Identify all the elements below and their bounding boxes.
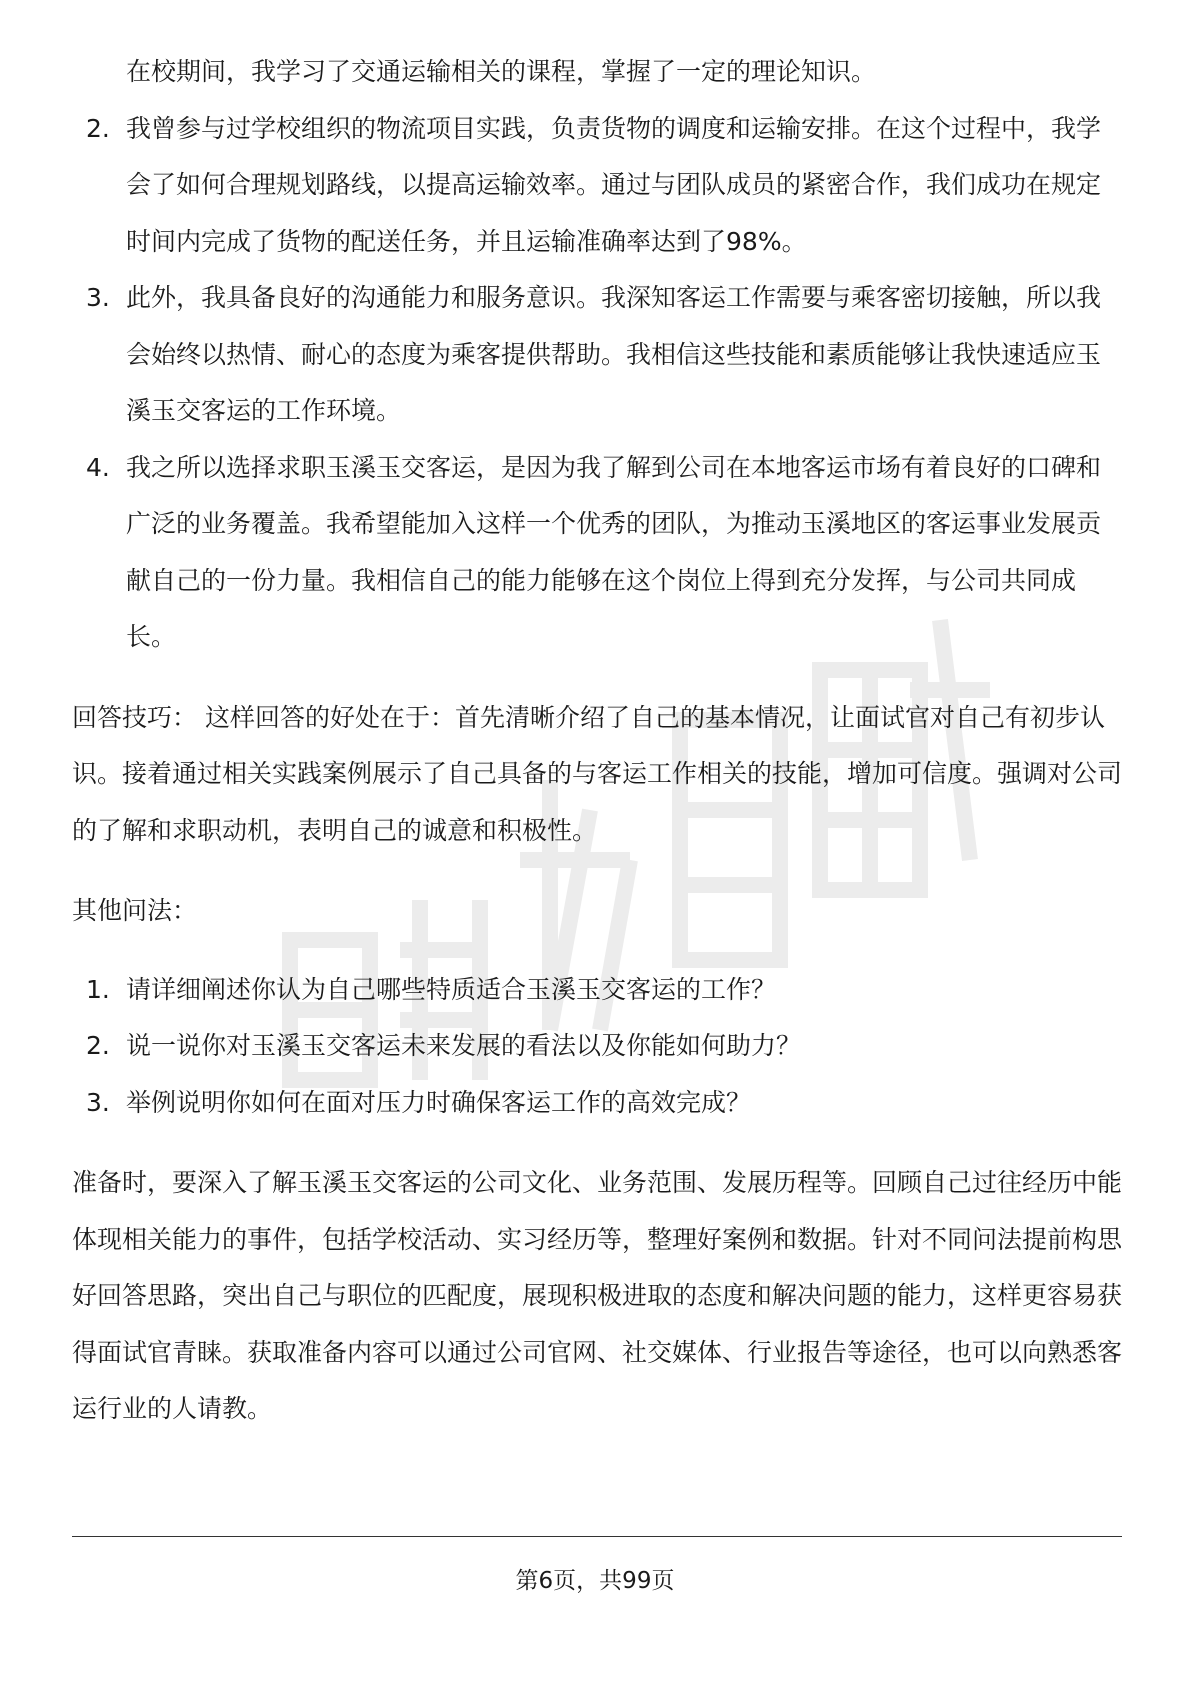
question-text: 说一说你对玉溪玉交客运未来发展的看法以及你能如何助力？ [126, 1031, 802, 1060]
list-item [72, 962, 1122, 1019]
list-number: 2. [86, 1031, 110, 1060]
list-item [72, 270, 1122, 440]
page-number: 第6页，共99页 [515, 1568, 675, 1594]
answer-point-text: 我之所以选择求职玉溪玉交客运，是因为我了解到公司在本地客运市场有着良好的口碑和广泛的业务覆盖。我希望能加入这样一个优秀的团队，为推动玉溪地区的客运事业发展贡献自己的一份力量。我相信自己的能力能够在这个岗位上得到充分发挥，与公司共同成长。 [126, 452, 1102, 651]
answer-point-text: 我曾参与过学校组织的物流项目实践，负责货物的调度和运输安排。在这个过程中，我学会了如何合理规划路线，以提高运输效率。通过与团队成员的紧密合作，我们成功在规定时间内完成了货物的配送任务，并且运输准确率达到了98%。 [126, 113, 1102, 256]
other-questions-list [72, 962, 1122, 1132]
other-questions-heading: 其他问法： [72, 896, 198, 925]
preparation-paragraph: 准备时，要深入了解玉溪玉交客运的公司文化、业务范围、发展历程等。回顾自己过往经历中能体现相关能力的事件，包括学校活动、实习经历等，整理好案例和数据。针对不同问法提前构思好回答思路，突出自己与职位的匹配度，展现积极进取的态度和解决问题的能力，这样更容易获得面试官青睐。获取准备内容可以通过公司官网、社交媒体、行业报告等途径，也可以向熟悉客运行业的人请教。 [72, 1168, 1123, 1423]
answer-point-text: 此外，我具备良好的沟通能力和服务意识。我深知客运工作需要与乘客密切接触，所以我会始终以热情、耐心的态度为乘客提供帮助。我相信这些技能和素质能够让我快速适应玉溪玉交客运的工作环境。 [126, 283, 1102, 425]
list-number: 2. [86, 113, 110, 143]
answer-points-list [72, 101, 1122, 666]
list-item [72, 440, 1122, 666]
answer-tips-paragraph: 回答技巧： 这样回答的好处在于：首先清晰介绍了自己的基本情况，让面试官对自己有初步认识。接着通过相关实践案例展示了自己具备的与客运工作相关的技能，增加可信度。强调对公司的了解和求职动机，表明自己的诚意和积极性。 [72, 702, 1123, 845]
list-item [72, 1018, 1122, 1075]
list-item [72, 1075, 1122, 1132]
list-number: 3. [86, 283, 110, 312]
list-number: 1. [86, 974, 110, 1004]
document-body [72, 44, 1122, 1438]
list-number: 4. [86, 452, 110, 482]
footer-divider [72, 1536, 1122, 1537]
answer-point-continuation: 在校期间，我学习了交通运输相关的课程，掌握了一定的理论知识。 [126, 57, 877, 86]
list-item [72, 101, 1122, 271]
question-text: 举例说明你如何在面对压力时确保客运工作的高效完成？ [126, 1087, 752, 1117]
list-number: 3. [86, 1087, 110, 1117]
question-text: 请详细阐述你认为自己哪些特质适合玉溪玉交客运的工作？ [126, 974, 777, 1004]
